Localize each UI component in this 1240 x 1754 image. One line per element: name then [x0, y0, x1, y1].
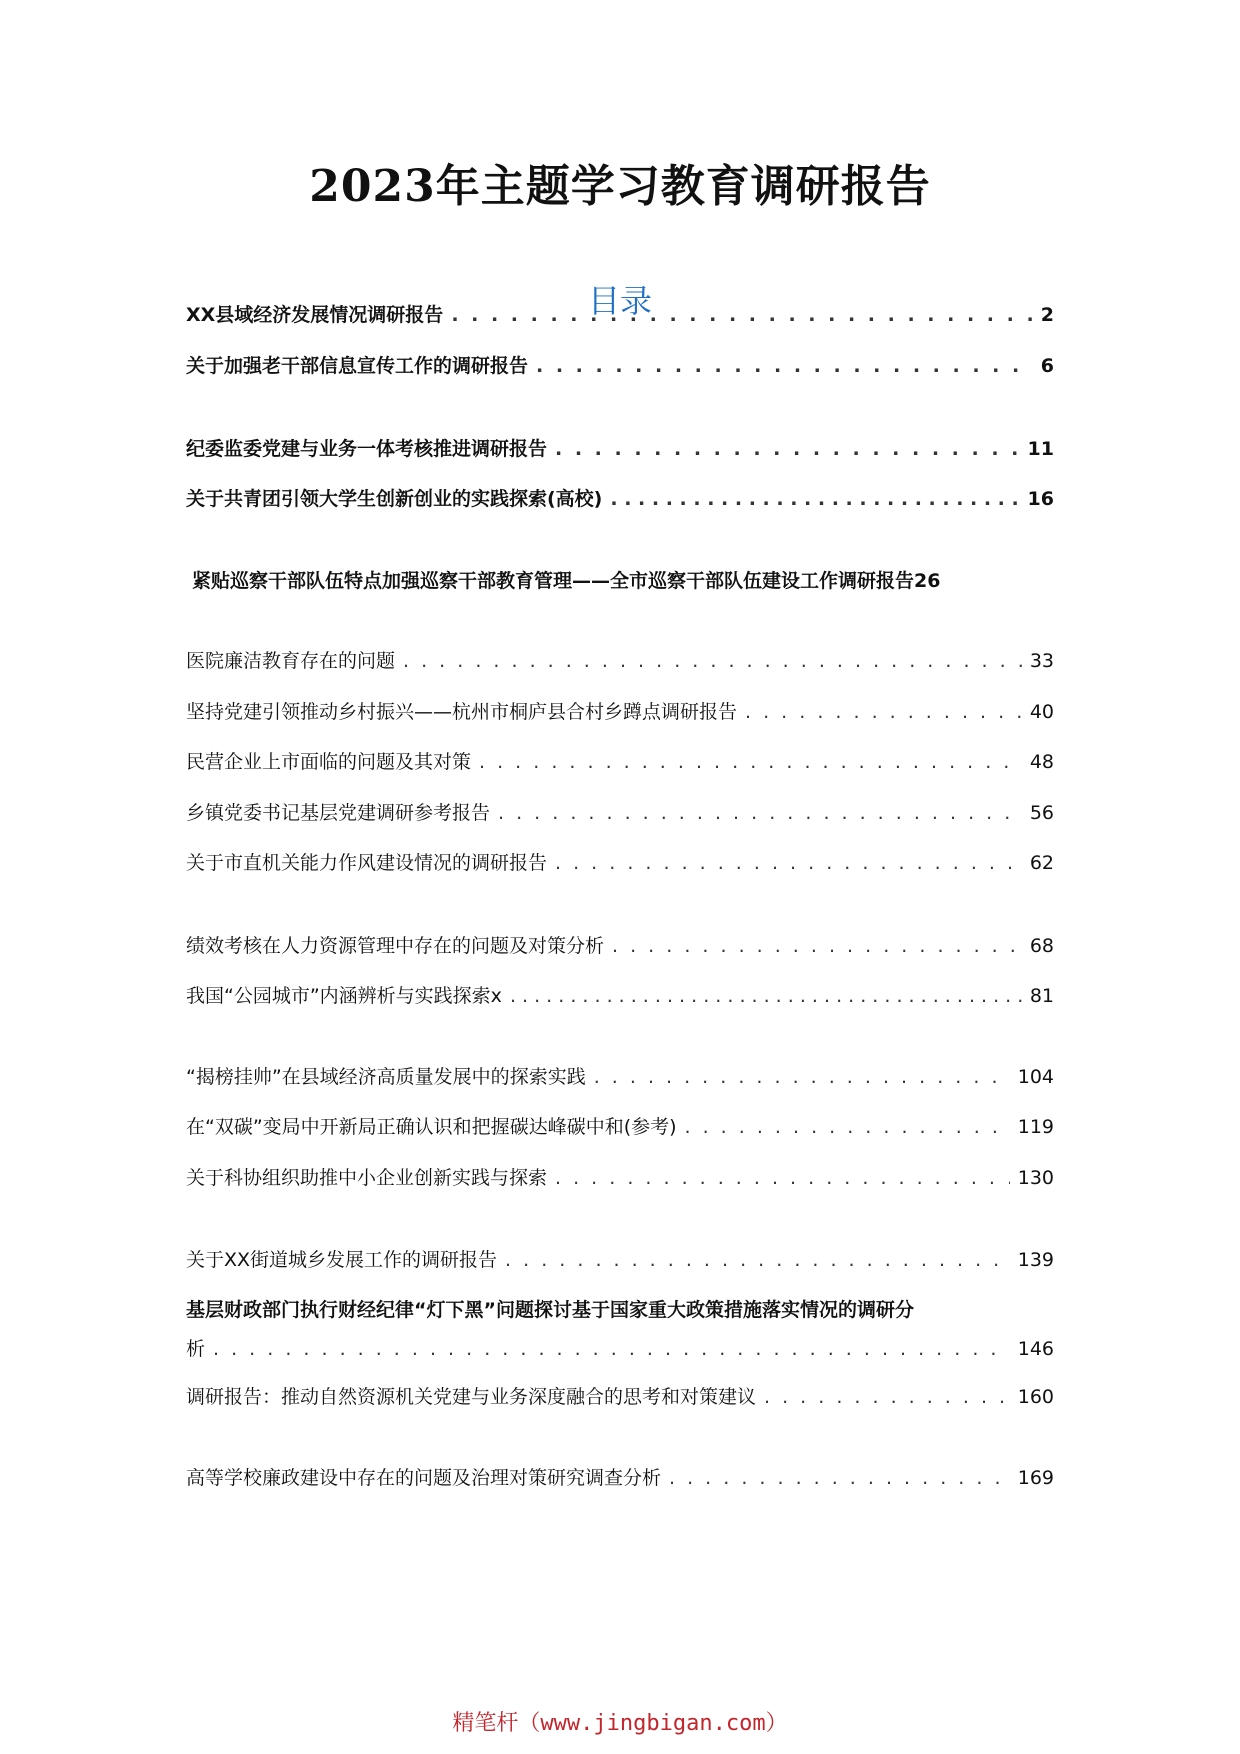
toc-entry-title: 关于共青团引领大学生创新创业的实践探索(高校)	[186, 488, 603, 510]
toc-leader	[451, 304, 1032, 326]
toc-entry-title: 我国“公园城市”内涵辨析与实践探索x	[186, 985, 502, 1007]
toc-leader	[403, 650, 1022, 672]
toc-leader	[510, 985, 1022, 1007]
toc-entry-page: 139	[1017, 1249, 1054, 1271]
toc-leader	[555, 852, 1022, 874]
toc-entry[interactable]	[186, 1062, 1054, 1089]
toc-entry-page: 2	[1040, 304, 1054, 326]
toc-entry-title: 调研报告：推动自然资源机关党建与业务深度融合的思考和对策建议	[186, 1386, 757, 1408]
toc-entry-page: 81	[1029, 985, 1054, 1007]
toc-entry[interactable]	[186, 351, 1054, 378]
toc-entry[interactable]	[186, 848, 1054, 875]
toc-entry-title: 乡镇党委书记基层党建调研参考报告	[186, 802, 491, 824]
toc-entry-title: 在“双碳”变局中开新局正确认识和把握碳达峰碳中和(参考)	[186, 1116, 677, 1138]
toc-entry-title: 绩效考核在人力资源管理中存在的问题及对策分析	[186, 935, 605, 957]
toc-entry-page: 68	[1029, 935, 1054, 957]
toc-entry[interactable]	[186, 1463, 1054, 1490]
toc-entry-page: 160	[1017, 1386, 1054, 1408]
toc-leader	[669, 1467, 1010, 1489]
toc-entry-page: 11	[1027, 438, 1054, 460]
toc-leader	[685, 1116, 1010, 1138]
toc-entry-page: 16	[1027, 488, 1054, 510]
toc-entry-title: 紧贴巡察干部队伍特点加强巡察干部教育管理——全市巡察干部队伍建设工作调研报告	[192, 570, 915, 592]
toc-leader	[764, 1386, 1010, 1408]
toc-entry[interactable]	[186, 646, 1054, 673]
toc-entry-title: “揭榜挂帅”在县域经济高质量发展中的探索实践	[186, 1066, 586, 1088]
toc-leader	[612, 935, 1022, 957]
toc-entry[interactable]	[186, 747, 1054, 774]
toc-entry[interactable]	[186, 981, 1054, 1008]
toc-leader	[498, 802, 1022, 824]
toc-entry-page: 33	[1029, 650, 1054, 672]
footer-watermark: 精笔杆（www.jingbigan.com）	[452, 1711, 788, 1736]
toc-entry[interactable]	[186, 1245, 1054, 1272]
toc-entry-page: 104	[1017, 1066, 1054, 1088]
toc-leader	[745, 701, 1022, 723]
toc-entry[interactable]	[186, 1163, 1054, 1190]
toc-leader	[536, 355, 1033, 377]
toc-entry-title: 关于市直机关能力作风建设情况的调研报告	[186, 852, 548, 874]
toc-entry[interactable]	[186, 697, 1054, 724]
toc-entry[interactable]	[186, 931, 1054, 958]
toc-entry-page: 130	[1017, 1167, 1054, 1189]
toc-leader	[594, 1066, 1010, 1088]
toc-entry[interactable]	[186, 484, 1054, 511]
toc-entry-title: 关于加强老干部信息宣传工作的调研报告	[186, 355, 529, 377]
toc-entry-page: 6	[1040, 355, 1054, 377]
toc-entry-page: 48	[1029, 751, 1054, 773]
toc-entry[interactable]	[186, 1334, 1054, 1361]
toc-entry[interactable]	[192, 566, 1054, 593]
toc-entry-page: 56	[1029, 802, 1054, 824]
toc-entry-page: 169	[1017, 1467, 1054, 1489]
toc-entry[interactable]	[186, 1112, 1054, 1139]
toc-entry[interactable]	[186, 300, 1054, 327]
document-title: 2023年主题学习教育调研报告	[309, 161, 931, 212]
toc-entry[interactable]	[186, 1382, 1054, 1409]
toc-leader	[213, 1338, 1010, 1360]
toc-entry-title: 民营企业上市面临的问题及其对策	[186, 751, 472, 773]
toc-leader	[555, 438, 1020, 460]
toc-entry-title: 关于科协组织助推中小企业创新实践与探索	[186, 1167, 548, 1189]
toc-entry-page: 119	[1017, 1116, 1054, 1138]
toc-entry-title: 高等学校廉政建设中存在的问题及治理对策研究调查分析	[186, 1467, 662, 1489]
toc-entry-page: 62	[1029, 852, 1054, 874]
toc-leader	[479, 751, 1022, 773]
toc-leader	[610, 488, 1019, 510]
toc-entry-page: 40	[1029, 701, 1054, 723]
toc-entry-title-line2: 析	[186, 1338, 206, 1360]
toc-entry-page: 26	[914, 570, 941, 592]
toc-entry-title-line1[interactable]: 基层财政部门执行财经纪律“灯下黑”问题探讨基于国家重大政策措施落实情况的调研分	[186, 1299, 914, 1321]
toc-entry[interactable]	[186, 434, 1054, 461]
toc-leader	[505, 1249, 1010, 1271]
toc-entry-title: 纪委监委党建与业务一体考核推进调研报告	[186, 438, 548, 460]
toc-entry[interactable]	[186, 798, 1054, 825]
toc-leader	[555, 1167, 1010, 1189]
toc-entry-title: XX县域经济发展情况调研报告	[186, 304, 444, 326]
toc-entry-title: 医院廉洁教育存在的问题	[186, 650, 396, 672]
toc-heading: 目录	[587, 282, 652, 320]
toc-entry-page: 146	[1017, 1338, 1054, 1360]
toc-entry-title: 坚持党建引领推动乡村振兴——杭州市桐庐县合村乡蹲点调研报告	[186, 701, 738, 723]
toc-entry-title: 关于XX街道城乡发展工作的调研报告	[186, 1249, 498, 1271]
